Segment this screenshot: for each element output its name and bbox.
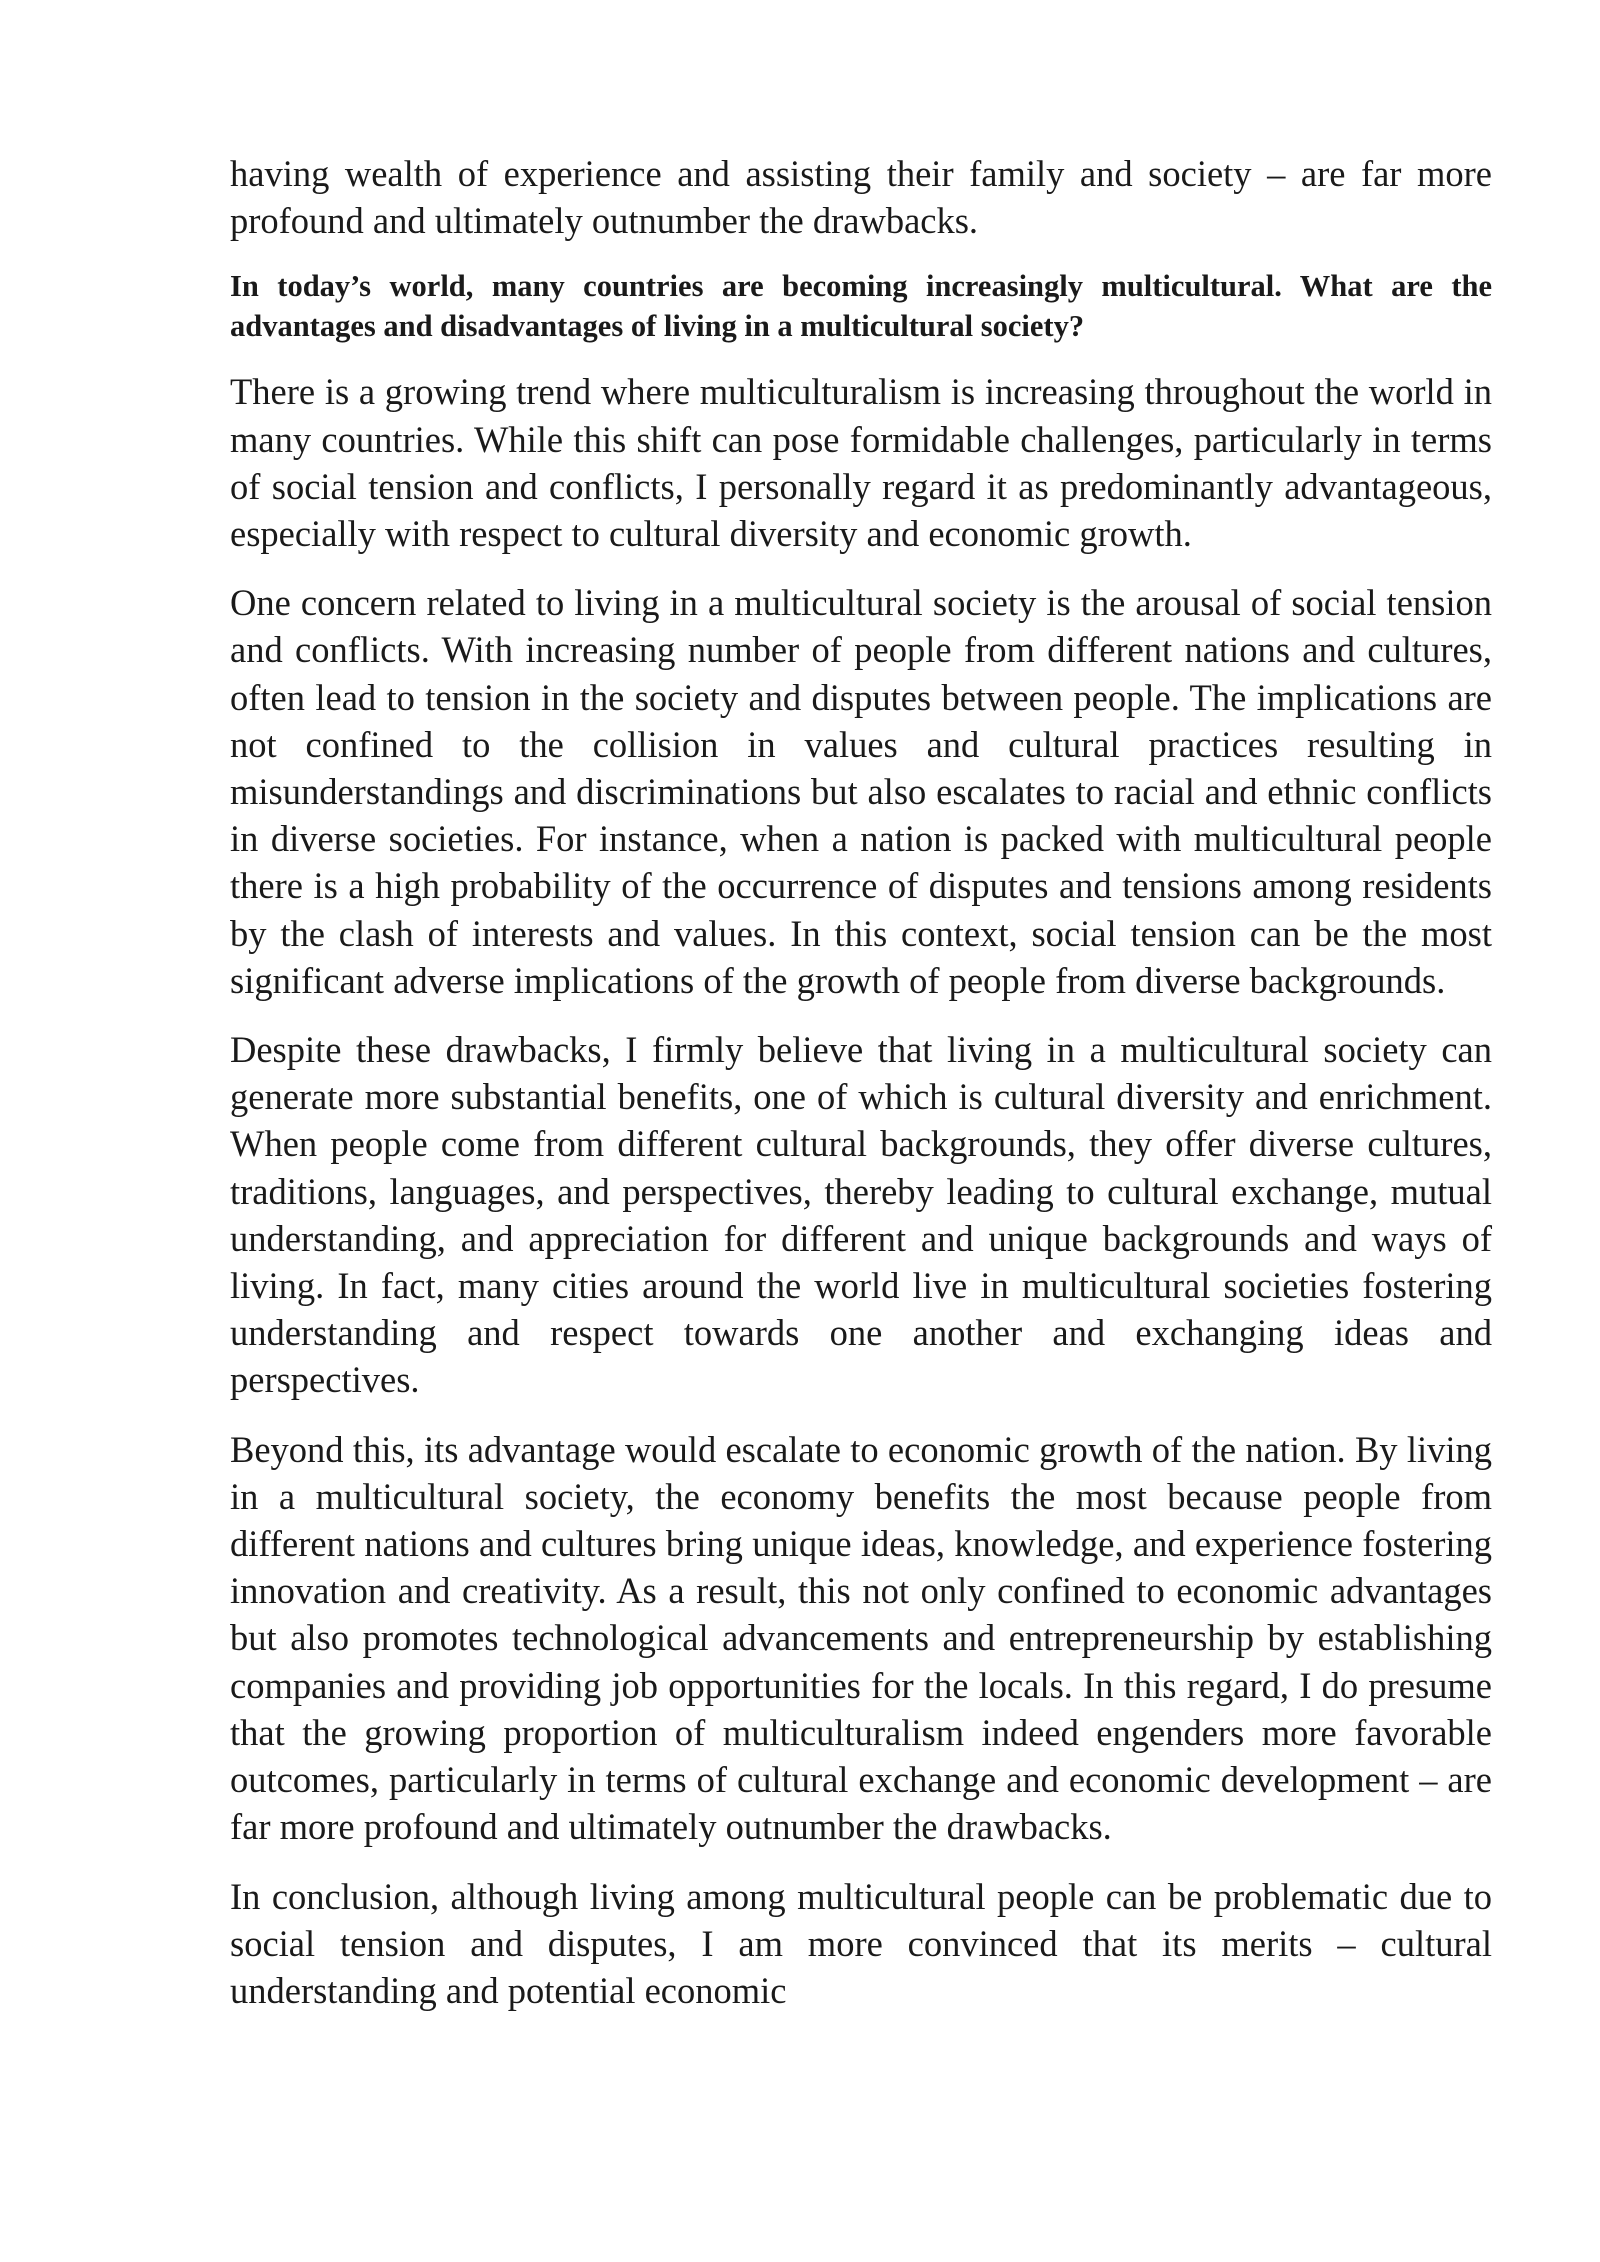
continuation-paragraph: having wealth of experience and assisting their family and society – are far more profound and ultimately outnumber the drawbacks. xyxy=(230,153,1492,242)
body-paragraph-cultural-diversity: Despite these drawbacks, I firmly believe that living in a multicultural society can generate more substantial benefits, one of which is cultural diversity and enrichment. When people come from different cultural backgrounds, they offer diverse cultures, traditions, languages, and perspectives, thereby leading to cultural exchange, mutual understanding, and appreciation for different and unique backgrounds and ways of living. In fact, many cities around the world live in multicultural societies fostering understanding and respect towards one another and exchanging ideas and perspectives. xyxy=(230,1029,1492,1401)
document-page xyxy=(230,150,1492,2036)
body-paragraph-disadvantage: One concern related to living in a multicultural society is the arousal of social tension and conflicts. With increasing number of people from different nations and cultures, often lead to tension in the society and disputes between people. The implications are not confined to the collision in values and cultural practices resulting in misunderstandings and discriminations but also escalates to racial and ethnic conflicts in diverse societies. For instance, when a nation is packed with multicultural people there is a high probability of the occurrence of disputes and tensions among residents by the clash of interests and values. In this context, social tension can be the most significant adverse implications of the growth of people from diverse backgrounds. xyxy=(230,582,1492,1001)
introduction-paragraph: There is a growing trend where multiculturalism is increasing throughout the world in many countries. While this shift can pose formidable challenges, particularly in terms of social tension and conflicts, I personally regard it as predominantly advantageous, especially with respect to cultural diversity and economic growth. xyxy=(230,371,1492,555)
essay-question: In today’s world, many countries are becoming increasingly multicultural. What are the advantages and disadvantages of living in a multicultural society? xyxy=(230,269,1492,344)
conclusion-paragraph: In conclusion, although living among multicultural people can be problematic due to social tension and disputes, I am more convinced that its merits – cultural understanding and potential economic xyxy=(230,1875,1492,2011)
body-paragraph-economic-growth: Beyond this, its advantage would escalate to economic growth of the nation. By living in a multicultural society, the economy benefits the most because people from different nations and cultures bring unique ideas, knowledge, and experience fostering innovation and creativity. As a result, this not only confined to economic advantages but also promotes technological advancements and entrepreneurship by establishing companies and providing job opportunities for the locals. In this regard, I do presume that the growing proportion of multiculturalism indeed engenders more favorable outcomes, particularly in terms of cultural exchange and economic development – are far more profound and ultimately outnumber the drawbacks. xyxy=(230,1428,1492,1848)
